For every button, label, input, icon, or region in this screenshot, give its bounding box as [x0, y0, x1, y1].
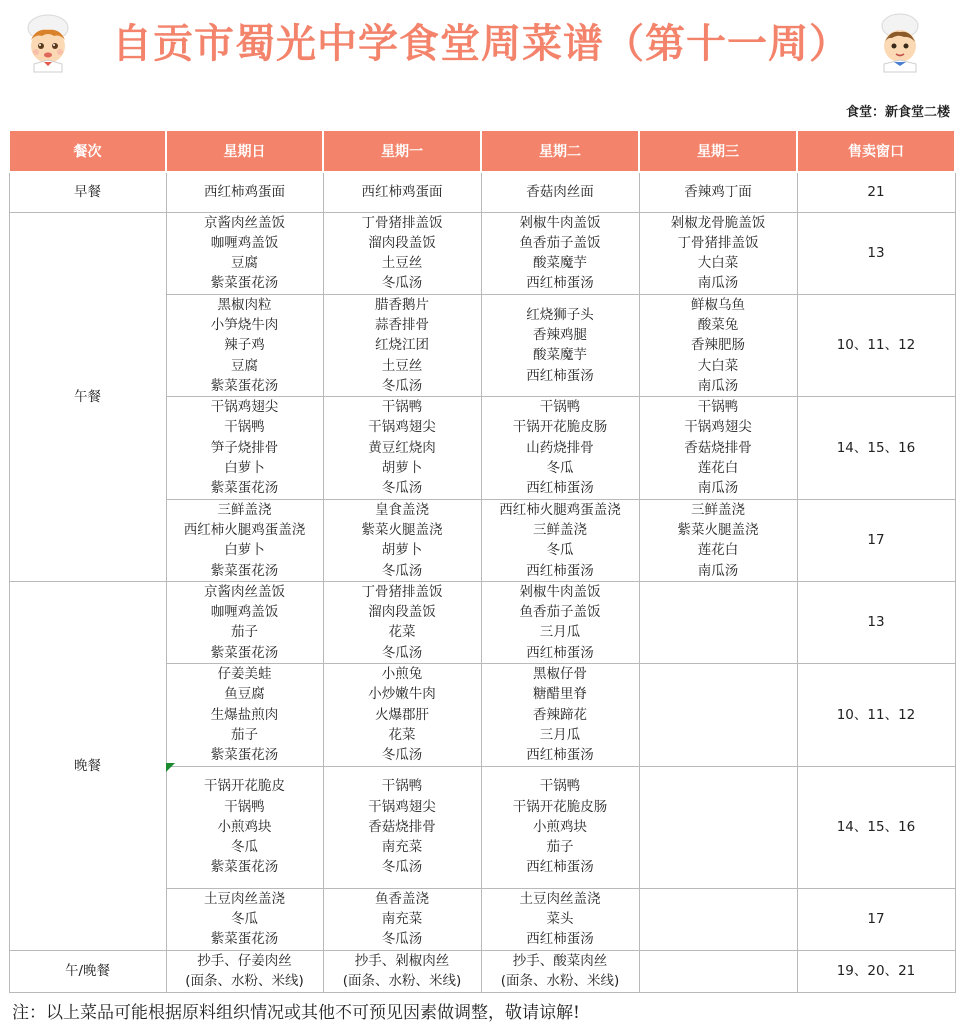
- dish-item: 西红柿火腿鸡蛋盖浇: [499, 501, 621, 518]
- dish-item: 抄手、仔姜肉丝: [197, 952, 292, 969]
- dish-item: 干锅开花脆皮肠: [512, 798, 608, 815]
- meal-label: 午/晚餐: [9, 950, 166, 992]
- page-title: 自贡市蜀光中学食堂周菜谱（第十一周）: [112, 21, 850, 67]
- dish-item: 山药烧排骨: [526, 439, 594, 456]
- dish-item: 香菇肉丝面: [526, 184, 594, 201]
- dish-cell-wed: [639, 499, 797, 581]
- header-monday: 星期一: [323, 130, 481, 172]
- dish-item: 胡萝卜: [381, 460, 423, 477]
- dish-item: 冬瓜: [546, 460, 574, 477]
- dish-item: 干锅鸭: [539, 778, 581, 795]
- dish-item: 剁椒龙骨脆盖饭: [670, 214, 766, 231]
- dish-item: 冬瓜汤: [381, 931, 423, 948]
- dish-item: 丁骨猪排盖饭: [361, 583, 443, 600]
- header-tuesday: 星期二: [481, 130, 639, 172]
- window-number: 10、11、12: [797, 664, 955, 766]
- dish-cell-mon: [323, 766, 481, 888]
- dish-cell-wed: [639, 172, 797, 212]
- dish-item: 香辣蹄花: [533, 706, 587, 723]
- dish-item: 西红柿蛋汤: [526, 367, 594, 384]
- dish-item: 紫菜蛋花汤: [210, 562, 279, 579]
- window-number: 17: [797, 499, 955, 581]
- dish-item: 干锅鸭: [381, 399, 423, 416]
- dish-item: 干锅鸭: [539, 399, 581, 416]
- dish-cell-tue: [481, 397, 639, 499]
- dish-item: 白萝卜: [224, 542, 265, 559]
- dish-item: 西红柿蛋汤: [526, 480, 594, 497]
- dish-item: 西红柿蛋汤: [526, 747, 594, 764]
- dish-item: 西红柿蛋汤: [526, 275, 594, 292]
- dish-item: 蒜香排骨: [375, 316, 429, 333]
- window-number: 14、15、16: [797, 766, 955, 888]
- dish-item: 干锅鸡翅尖: [368, 798, 436, 815]
- dish-item: (面条、水粉、米线): [185, 973, 304, 990]
- window-number: 13: [797, 581, 955, 663]
- dish-item: 冬瓜汤: [381, 644, 423, 661]
- dish-item: 菜头: [546, 910, 574, 927]
- dish-item: 咖喱鸡盖饭: [210, 234, 279, 251]
- window-number: 21: [797, 172, 955, 212]
- dish-item: 南充菜: [381, 910, 423, 927]
- dish-item: 茄子: [231, 624, 258, 641]
- dish-item: 土豆肉丝盖浇: [519, 890, 601, 907]
- dish-item: 紫菜蛋花汤: [210, 480, 279, 497]
- dish-item: 香辣鸡丁面: [684, 184, 752, 201]
- dish-item: 抄手、剁椒肉丝: [354, 952, 450, 969]
- dish-item: 三鲜盖浇: [217, 501, 272, 518]
- dish-cell-tue: [481, 664, 639, 766]
- dish-item: 酸菜魔芋: [533, 347, 587, 364]
- dish-item: 冬瓜汤: [381, 562, 423, 579]
- dish-cell-mon: [323, 212, 481, 294]
- dish-item: 笋子烧排骨: [210, 439, 279, 456]
- dish-item: 干锅鸡翅尖: [684, 419, 752, 436]
- dish-item: 豆腐: [231, 255, 258, 272]
- dish-cell-sun: [166, 172, 323, 212]
- menu-row: [9, 581, 955, 663]
- dish-item: 紫菜蛋花汤: [210, 644, 279, 661]
- window-number: 17: [797, 888, 955, 950]
- weekly-menu-table: [8, 129, 956, 993]
- header-row: [9, 130, 955, 172]
- dish-item: 茄子: [231, 726, 258, 743]
- header-wednesday: 星期三: [639, 130, 797, 172]
- dish-item: 大白菜: [697, 255, 739, 272]
- dish-item: 剁椒牛肉盖饭: [519, 214, 601, 231]
- dish-item: 冬瓜汤: [381, 275, 423, 292]
- dish-item: 溜肉段盖饭: [368, 604, 436, 621]
- dish-cell-sun: [166, 294, 323, 396]
- dish-cell-tue: [481, 212, 639, 294]
- dish-cell-wed: [639, 212, 797, 294]
- dish-cell-mon: [323, 172, 481, 212]
- dish-item: 花菜: [388, 726, 416, 743]
- meal-label: 早餐: [9, 172, 166, 212]
- meal-label: 午餐: [9, 212, 166, 581]
- header-meal: 餐次: [9, 130, 166, 172]
- dish-item: 三月瓜: [539, 624, 581, 641]
- dish-item: 黑椒肉粒: [217, 296, 272, 313]
- dish-cell-mon: [323, 664, 481, 766]
- dish-item: 冬瓜汤: [381, 859, 423, 876]
- dish-item: 冬瓜: [231, 910, 258, 927]
- dish-item: 干锅鸭: [697, 399, 739, 416]
- menu-row: [9, 212, 955, 294]
- dish-item: 干锅鸡翅尖: [210, 399, 279, 416]
- dish-cell-sun: [166, 581, 323, 663]
- dish-item: 干锅开花脆皮肠: [512, 419, 608, 436]
- dish-item: 紫菜火腿盖浇: [361, 521, 443, 538]
- meal-label: 晚餐: [9, 581, 166, 950]
- dish-item: 鱼香盖浇: [375, 890, 429, 907]
- dish-item: 香辣肥肠: [691, 337, 745, 354]
- dish-item: 胡萝卜: [381, 542, 423, 559]
- dish-cell-wed: [639, 581, 797, 663]
- dish-item: 红烧江团: [375, 337, 429, 354]
- dish-cell-wed: [639, 664, 797, 766]
- dish-item: (面条、水粉、米线): [342, 973, 462, 990]
- dish-item: 火爆郡肝: [375, 706, 429, 723]
- dish-item: 白萝卜: [224, 460, 265, 477]
- dish-item: 三鲜盖浇: [533, 521, 587, 538]
- dish-item: 土豆肉丝盖浇: [204, 890, 285, 907]
- dish-item: 南充菜: [381, 839, 423, 856]
- dish-item: 小煎鸡块: [217, 818, 272, 835]
- dish-item: 土豆丝: [381, 357, 423, 374]
- dish-item: 干锅开花脆皮: [204, 778, 285, 795]
- dish-item: 京酱肉丝盖饭: [204, 583, 285, 600]
- dish-cell-mon: [323, 950, 481, 992]
- dish-item: 剁椒牛肉盖饭: [519, 583, 601, 600]
- dish-item: 莲花白: [697, 542, 739, 559]
- dish-item: 皇食盖浇: [375, 501, 429, 518]
- dish-item: 黑椒仔骨: [533, 666, 587, 683]
- dish-item: 南瓜汤: [697, 275, 739, 292]
- dish-item: 腊香鹅片: [375, 296, 429, 313]
- dish-cell-sun: [166, 212, 323, 294]
- dish-item: 冬瓜: [546, 542, 574, 559]
- dish-item: 干锅鸡翅尖: [368, 419, 436, 436]
- dish-item: 小煎兔: [381, 666, 423, 683]
- dish-item: 鱼香茄子盖饭: [519, 604, 601, 621]
- dish-cell-mon: [323, 294, 481, 396]
- dish-item: 西红柿鸡蛋面: [204, 184, 285, 201]
- dish-item: 豆腐: [231, 357, 258, 374]
- dish-item: 辣子鸡: [224, 337, 265, 354]
- comment-marker: [166, 763, 175, 772]
- dish-cell-tue: [481, 499, 639, 581]
- dish-cell-mon: [323, 397, 481, 499]
- dish-cell-wed: [639, 766, 797, 888]
- dish-item: 仔姜美蛙: [217, 666, 272, 683]
- dish-item: 西红柿火腿鸡蛋盖浇: [183, 521, 306, 538]
- dish-item: 酸菜兔: [697, 316, 739, 333]
- menu-row: [9, 950, 955, 992]
- dish-item: 干锅鸭: [224, 419, 265, 436]
- dish-item: 花菜: [388, 624, 416, 641]
- dish-item: 干锅鸭: [381, 778, 423, 795]
- dish-item: 香辣鸡腿: [533, 327, 587, 344]
- dish-item: 紫菜蛋花汤: [210, 747, 279, 764]
- dish-cell-wed: [639, 888, 797, 950]
- dish-item: 鱼香茄子盖饭: [519, 234, 601, 251]
- dish-cell-tue: [481, 888, 639, 950]
- dish-item: 糖醋里脊: [533, 686, 587, 703]
- window-number: 13: [797, 212, 955, 294]
- dish-cell-wed: [639, 294, 797, 396]
- dish-item: 咖喱鸡盖饭: [210, 604, 279, 621]
- dish-item: 丁骨猪排盖饭: [677, 234, 759, 251]
- dish-cell-wed: [639, 950, 797, 992]
- dish-item: 莲花白: [697, 460, 739, 477]
- dish-cell-tue: [481, 950, 639, 992]
- dish-item: 鱼豆腐: [224, 686, 265, 703]
- dish-item: 香菇烧排骨: [368, 818, 436, 835]
- dish-item: 南瓜汤: [697, 480, 739, 497]
- dish-item: 南瓜汤: [697, 377, 739, 394]
- dish-item: 小笋烧牛肉: [210, 316, 279, 333]
- dish-cell-sun: [166, 950, 323, 992]
- window-number: 19、20、21: [797, 950, 955, 992]
- dish-item: 紫菜蛋花汤: [210, 275, 279, 292]
- dish-cell-sun: [166, 888, 323, 950]
- dish-item: 大白菜: [697, 357, 739, 374]
- dish-cell-mon: [323, 581, 481, 663]
- dish-item: 鲜椒乌鱼: [691, 296, 745, 313]
- dish-cell-mon: [323, 499, 481, 581]
- dish-item: 冬瓜: [231, 839, 258, 856]
- dish-item: 三鲜盖浇: [691, 501, 745, 518]
- dish-item: 冬瓜汤: [381, 377, 423, 394]
- dish-cell-sun: [166, 766, 323, 888]
- footnote: 注：以上菜品可能根据原料组织情况或其他不可预见因素做调整，敬请谅解!: [12, 1003, 580, 1023]
- dish-cell-tue: [481, 294, 639, 396]
- dish-item: 溜肉段盖饭: [368, 234, 436, 251]
- dish-item: 小煎鸡块: [533, 818, 587, 835]
- dish-item: 紫菜火腿盖浇: [677, 521, 759, 538]
- dish-item: 西红柿蛋汤: [526, 644, 594, 661]
- dish-item: 酸菜魔芋: [533, 255, 587, 272]
- dish-cell-sun: [166, 397, 323, 499]
- dish-cell-tue: [481, 581, 639, 663]
- window-number: 14、15、16: [797, 397, 955, 499]
- dish-cell-tue: [481, 172, 639, 212]
- dish-item: 京酱肉丝盖饭: [204, 214, 285, 231]
- dish-item: 西红柿蛋汤: [526, 562, 594, 579]
- dish-item: 茄子: [546, 839, 574, 856]
- dish-item: 生爆盐煎肉: [210, 706, 279, 723]
- dish-item: 小炒嫩牛肉: [368, 686, 436, 703]
- dish-item: 丁骨猪排盖饭: [361, 214, 443, 231]
- dish-item: 冬瓜汤: [381, 480, 423, 497]
- dish-item: 冬瓜汤: [381, 747, 423, 764]
- menu-row: [9, 172, 955, 212]
- dish-item: 三月瓜: [539, 726, 581, 743]
- window-number: 10、11、12: [797, 294, 955, 396]
- dish-cell-sun: [166, 664, 323, 766]
- dish-item: 抄手、酸菜肉丝: [512, 952, 608, 969]
- dish-item: 南瓜汤: [697, 562, 739, 579]
- dish-item: 西红柿蛋汤: [526, 859, 594, 876]
- dish-item: 香菇烧排骨: [684, 439, 752, 456]
- dish-item: 黄豆红烧肉: [368, 439, 436, 456]
- dish-item: 西红柿鸡蛋面: [361, 184, 443, 201]
- dish-item: 紫菜蛋花汤: [210, 859, 279, 876]
- header-window: 售卖窗口: [797, 130, 955, 172]
- dish-cell-wed: [639, 397, 797, 499]
- dish-item: 红烧狮子头: [526, 306, 594, 323]
- canteen-location: 食堂：新食堂二楼: [845, 105, 950, 120]
- header-sunday: 星期日: [166, 130, 323, 172]
- dish-item: 干锅鸭: [224, 798, 265, 815]
- dish-cell-mon: [323, 888, 481, 950]
- dish-item: 紫菜蛋花汤: [210, 931, 279, 948]
- dish-item: 紫菜蛋花汤: [210, 377, 279, 394]
- dish-item: (面条、水粉、米线): [500, 973, 620, 990]
- dish-item: 西红柿蛋汤: [526, 931, 594, 948]
- dish-cell-sun: [166, 499, 323, 581]
- dish-item: 土豆丝: [381, 255, 423, 272]
- dish-cell-tue: [481, 766, 639, 888]
